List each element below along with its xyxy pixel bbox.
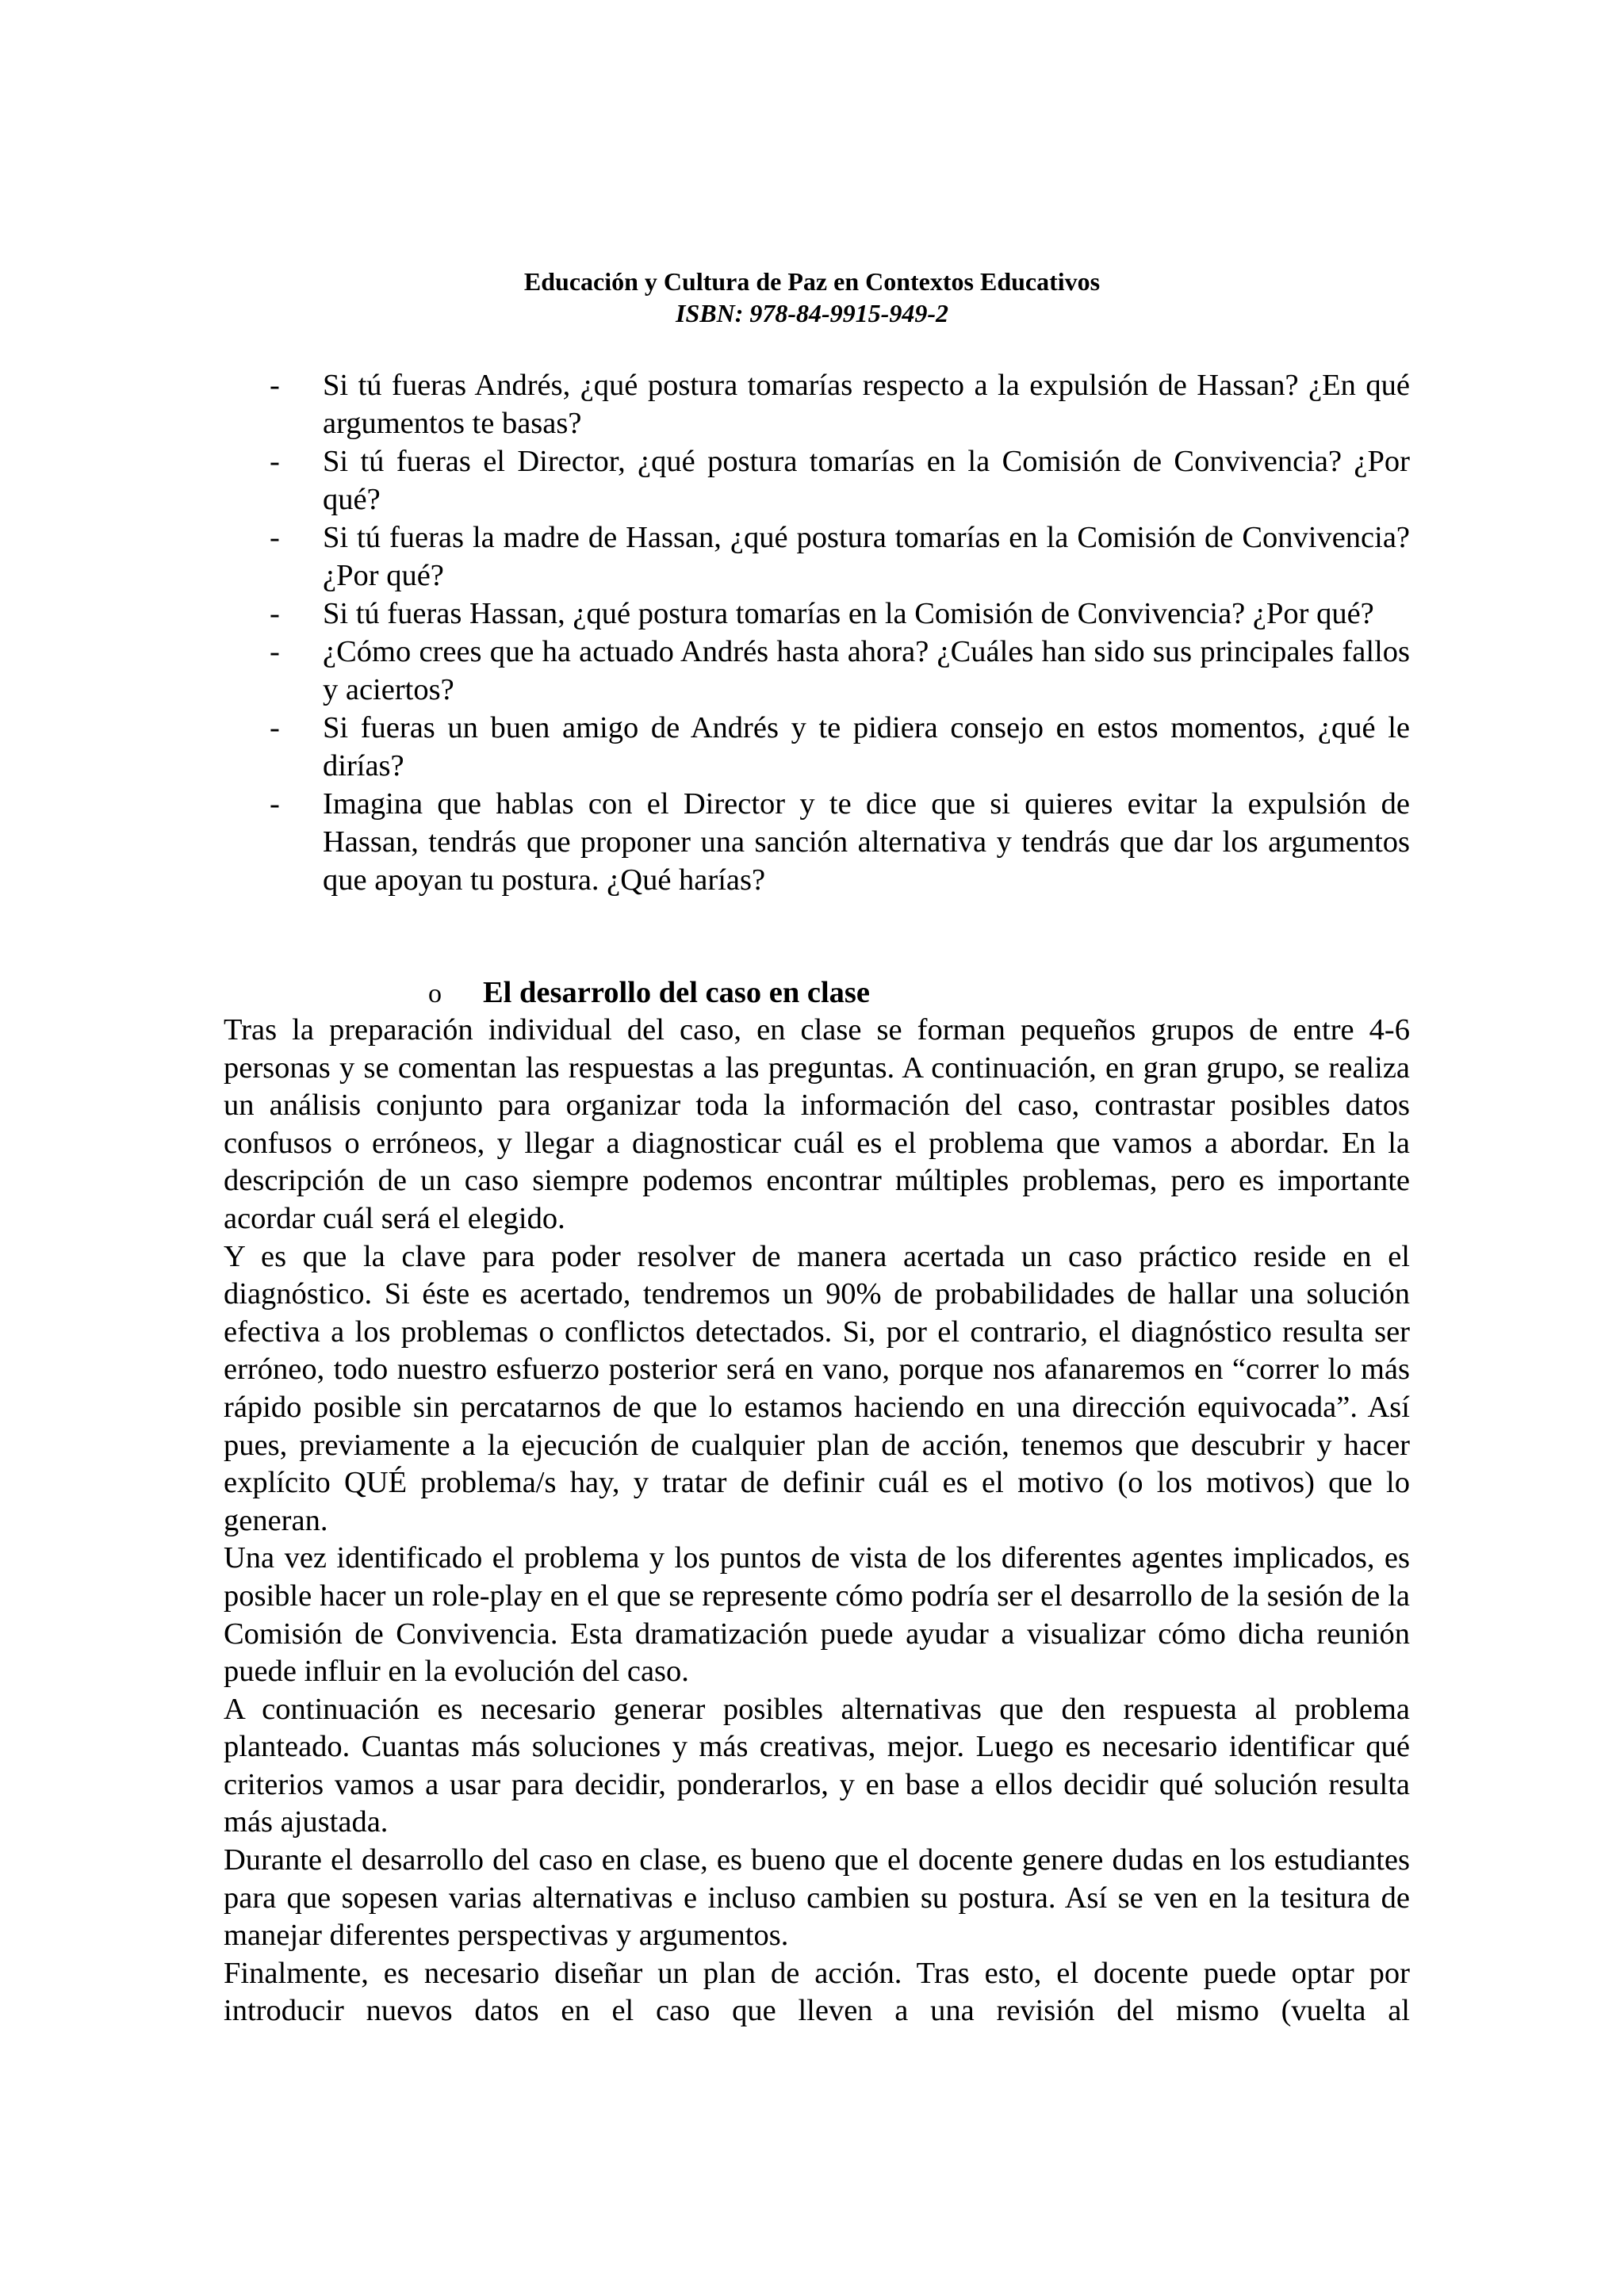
- dash-bullet: -: [270, 711, 280, 744]
- section-heading: [428, 974, 870, 1013]
- book-title: Educación y Cultura de Paz en Contextos Educativos: [523, 267, 1101, 296]
- question-item: [270, 709, 1410, 785]
- dash-bullet: -: [270, 787, 280, 821]
- question-item: [270, 442, 1410, 519]
- dash-bullet: -: [270, 635, 280, 668]
- question-item: [270, 595, 1410, 633]
- dash-bullet: -: [270, 445, 280, 478]
- question-text: Si tú fueras Hassan, ¿qué postura tomarías en la Comisión de Convivencia? ¿Por qué?: [323, 597, 1374, 630]
- page-header: [0, 266, 1624, 329]
- paragraph: A continuación es necesario generar posibles alternativas que den respuesta al problema planteado. Cuantas más soluciones y más creativas, mejor. Luego es necesario identificar qué criterios vamos a usar para decidir, ponderarlos, y en base a ellos decidir qué solución resulta más ajustada.: [224, 1692, 1410, 1839]
- question-item: [270, 633, 1410, 709]
- dash-bullet: -: [270, 521, 280, 554]
- question-text: Si tú fueras el Director, ¿qué postura tomarías en la Comisión de Convivencia? ¿Por qué?: [323, 445, 1410, 516]
- body-text: [224, 1012, 1410, 2030]
- question-text: Si tú fueras Andrés, ¿qué postura tomarías respecto a la expulsión de Hassan? ¿En qué argumentos te basas?: [323, 369, 1410, 440]
- paragraph: Durante el desarrollo del caso en clase, es bueno que el docente genere dudas en los estudiantes para que sopesen varias alternativas e incluso cambien su postura. Así se ven en la tesitura de manejar diferentes perspectivas y argumentos.: [224, 1843, 1410, 1953]
- circle-bullet: o: [428, 979, 442, 1008]
- paragraph: Y es que la clave para poder resolver de manera acertada un caso práctico reside en el diagnóstico. Si éste es acertado, tendremos un 90% de probabilidades de hallar una solución efectiva a los problemas o conflictos detectados. Si, por el contrario, el diagnóstico resulta ser erróneo, todo nuestro esfuerzo posterior será en vano, porque nos afanaremos en “correr lo más rápido posible sin percatarnos de que lo estamos haciendo en una dirección equivocada”. Así pues, previamente a la ejecución de cualquier plan de acción, tenemos que descubrir y hacer explícito QUÉ problema/s hay, y tratar de definir cuál es el motivo (o los motivos) que lo generan.: [224, 1239, 1410, 1537]
- question-text: Si tú fueras la madre de Hassan, ¿qué postura tomarías en la Comisión de Convivencia? ¿Por qué?: [323, 521, 1410, 592]
- question-list: [270, 366, 1410, 899]
- paragraph: Tras la preparación individual del caso, en clase se forman pequeños grupos de entre 4-6 personas y se comentan las respuestas a las preguntas. A continuación, en gran grupo, se realiza un análisis conjunto para organizar toda la información del caso, contrastar posibles datos confusos o erróneos, y llegar a diagnosticar cuál es el problema que vamos a abordar. En la descripción de un caso siempre podemos encontrar múltiples problemas, pero es importante acordar cuál será el elegido.: [224, 1013, 1410, 1235]
- dash-bullet: -: [270, 597, 280, 630]
- question-item: [270, 785, 1410, 899]
- question-item: [270, 519, 1410, 595]
- question-item: [270, 366, 1410, 442]
- dash-bullet: -: [270, 369, 280, 402]
- question-text: Imagina que hablas con el Director y te dice que si quieres evitar la expulsión de Hassan, tendrás que proponer una sanción alternativa y tendrás que dar los argumentos que apoyan tu postura. ¿Qué harías?: [323, 787, 1410, 897]
- paragraph: Una vez identificado el problema y los puntos de vista de los diferentes agentes implicados, es posible hacer un role-play en el que se represente cómo podría ser el desarrollo de la sesión de la Comisión de Convivencia. Esta dramatización puede ayudar a visualizar cómo dicha reunión puede influir en la evolución del caso.: [224, 1541, 1410, 1689]
- question-text: Si fueras un buen amigo de Andrés y te pidiera consejo en estos momentos, ¿qué le dirías?: [323, 711, 1410, 783]
- question-text: ¿Cómo crees que ha actuado Andrés hasta ahora? ¿Cuáles han sido sus principales fallos y aciertos?: [323, 635, 1410, 706]
- section-heading-text: El desarrollo del caso en clase: [483, 976, 870, 1009]
- paragraph: Finalmente, es necesario diseñar un plan de acción. Tras esto, el docente puede optar por introducir nuevos datos en el caso que lleven a una revisión del mismo (vuelta al: [224, 1956, 1410, 2028]
- isbn-line: ISBN: 978-84-9915-949-2: [676, 299, 948, 327]
